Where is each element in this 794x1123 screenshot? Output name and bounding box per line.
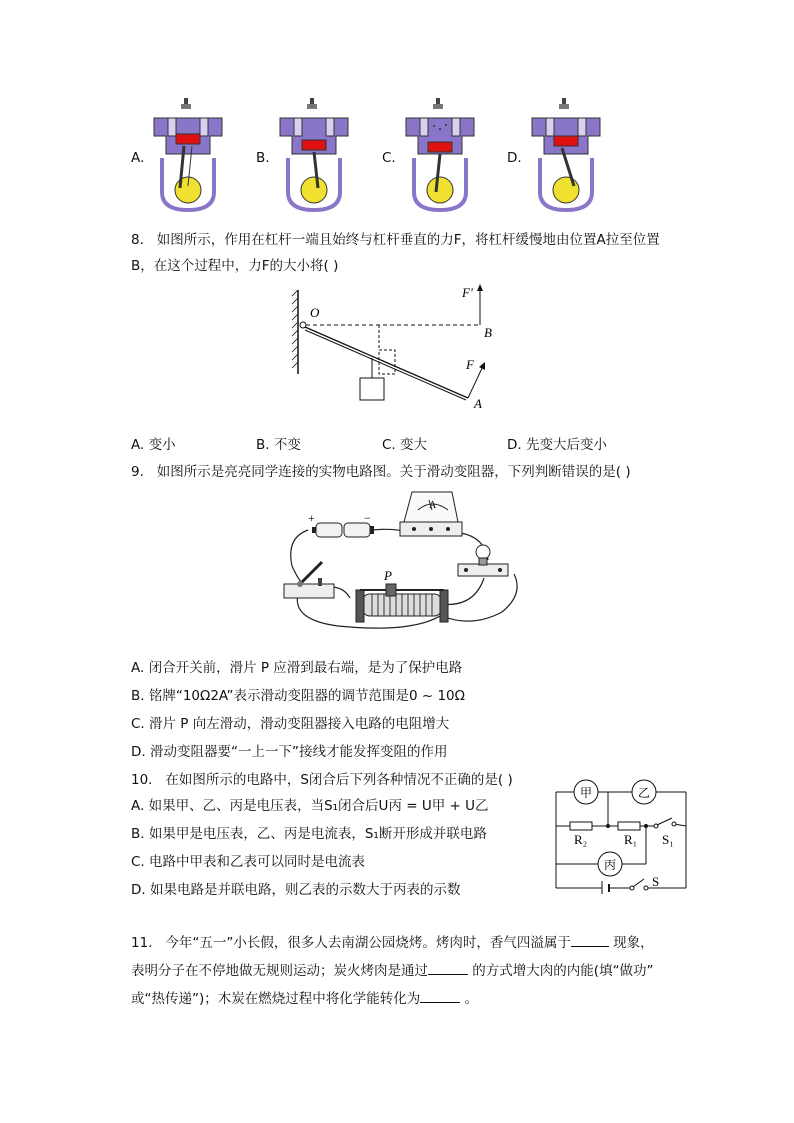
lever-diagram [288, 282, 498, 412]
q11-blank-3[interactable] [420, 988, 460, 1003]
q8-option-d: D. 先变大后变小 [507, 437, 607, 453]
label-f: F [466, 357, 474, 372]
q11-line3-text-b: 。 [464, 991, 479, 1007]
ammeter-label: A [429, 500, 437, 511]
q10-option-d: D. 如果电路是并联电路，则乙表的示数大于丙表的示数 [131, 882, 461, 898]
label-minus: − [364, 511, 371, 525]
label-o: O [310, 305, 320, 320]
label-r2: R₂ [574, 832, 588, 847]
q8-option-c: C. 变大 [382, 437, 428, 453]
label-f-prime: F' [462, 285, 473, 300]
q10-option-a: A. 如果甲、乙、丙是电压表，当S₁闭合后U丙 = U甲 + U乙 [131, 798, 489, 814]
q9-option-d: D. 滑动变阻器要“一上一下”接线才能发挥变阻的作用 [131, 744, 448, 760]
label-a: A [474, 396, 482, 411]
q8-number: 8. [131, 232, 144, 248]
q10-circuit-diagram [546, 778, 696, 894]
q11-line1 [131, 932, 654, 953]
q10-number: 10. [131, 772, 153, 788]
q10-option-c: C. 电路中甲表和乙表可以同时是电流表 [131, 854, 366, 870]
q9-number: 9. [131, 464, 144, 480]
circuit-photo-diagram [278, 488, 528, 634]
q11-number: 11. [131, 935, 153, 951]
q8-stem-line1 [131, 230, 660, 250]
engine-a-body [154, 98, 222, 210]
engine-diagram-d [526, 96, 606, 216]
label-bing: 丙 [604, 858, 617, 872]
q10-option-b: B. 如果甲是电压表，乙、丙是电流表，S₁断开形成并联电路 [131, 826, 487, 842]
resistor-r1 [618, 822, 640, 830]
weight-block [360, 378, 384, 400]
q11-line1-text-b: 现象， [613, 935, 654, 951]
ammeter [400, 492, 462, 536]
q9-text: 如图所示是亮亮同学连接的实物电路图。关于滑动变阻器，下列判断错误的是( ) [156, 464, 631, 480]
q11-line3-text-a: 或“热传递”)；木炭在燃烧过程中将化学能转化为 [131, 991, 421, 1007]
q9-option-a: A. 闭合开关前，滑片 P 应滑到最右端，是为了保护电路 [131, 660, 463, 676]
label-s: S [652, 874, 660, 889]
battery-pair [312, 523, 374, 537]
q7-option-b-label: B. [256, 150, 270, 166]
q7-option-d-label: D. [507, 150, 522, 166]
q11-line1-text-a: 今年“五一”小长假，很多人去南湖公园烧烤。烤肉时，香气四溢属于 [165, 935, 571, 951]
label-b: B [484, 325, 492, 340]
engine-diagram-c [400, 96, 480, 216]
label-yi: 乙 [638, 786, 651, 800]
q8-option-b: B. 不变 [256, 437, 301, 453]
slide-rheostat [356, 584, 448, 622]
label-r1: R₁ [624, 832, 638, 847]
resistor-r2 [570, 822, 592, 830]
weight-dashed-position [379, 350, 395, 374]
label-plus: + [308, 511, 315, 525]
q11-line2-text-b: 的方式增大肉的内能(填“做功” [472, 963, 654, 979]
q9-option-c: C. 滑片 P 向左滑动，滑动变阻器接入电路的电阻增大 [131, 716, 450, 732]
q11-blank-1[interactable] [571, 932, 609, 947]
q11-line2 [131, 960, 654, 981]
q11-line3 [131, 988, 478, 1009]
switch-s [633, 879, 644, 887]
q10-text: 在如图所示的电路中，S闭合后下列各种情况不正确的是( ) [165, 772, 513, 788]
lever-position-a [305, 327, 468, 398]
knife-switch [284, 562, 334, 598]
q8-text-line2: B，在这个过程中，力F的大小将( ) [131, 258, 339, 274]
engine-diagram-a [148, 96, 228, 216]
q7-option-a-label: A. [131, 150, 145, 166]
engine-diagram-b [274, 96, 354, 216]
label-s1: S₁ [662, 832, 674, 847]
q11-blank-2[interactable] [428, 960, 468, 975]
q8-option-a: A. 变小 [131, 437, 176, 453]
q10-stem [131, 770, 513, 790]
wall-hatching [292, 290, 298, 368]
q9-stem [131, 462, 631, 482]
label-jia: 甲 [580, 786, 593, 800]
q7-option-c-label: C. [382, 150, 396, 166]
q9-option-b: B. 铭牌“10Ω2A”表示滑动变阻器的调节范围是0 ~ 10Ω [131, 688, 465, 704]
q11-line2-text-a: 表明分子在不停地做无规则运动；炭火烤肉是通过 [131, 963, 428, 979]
bulb-holder [458, 545, 508, 576]
switch-s1 [657, 818, 672, 825]
label-p: P [384, 568, 392, 583]
q8-text-line1: 如图所示，作用在杠杆一端且始终与杠杆垂直的力F，将杠杆缓慢地由位置A拉至位置 [156, 232, 660, 248]
